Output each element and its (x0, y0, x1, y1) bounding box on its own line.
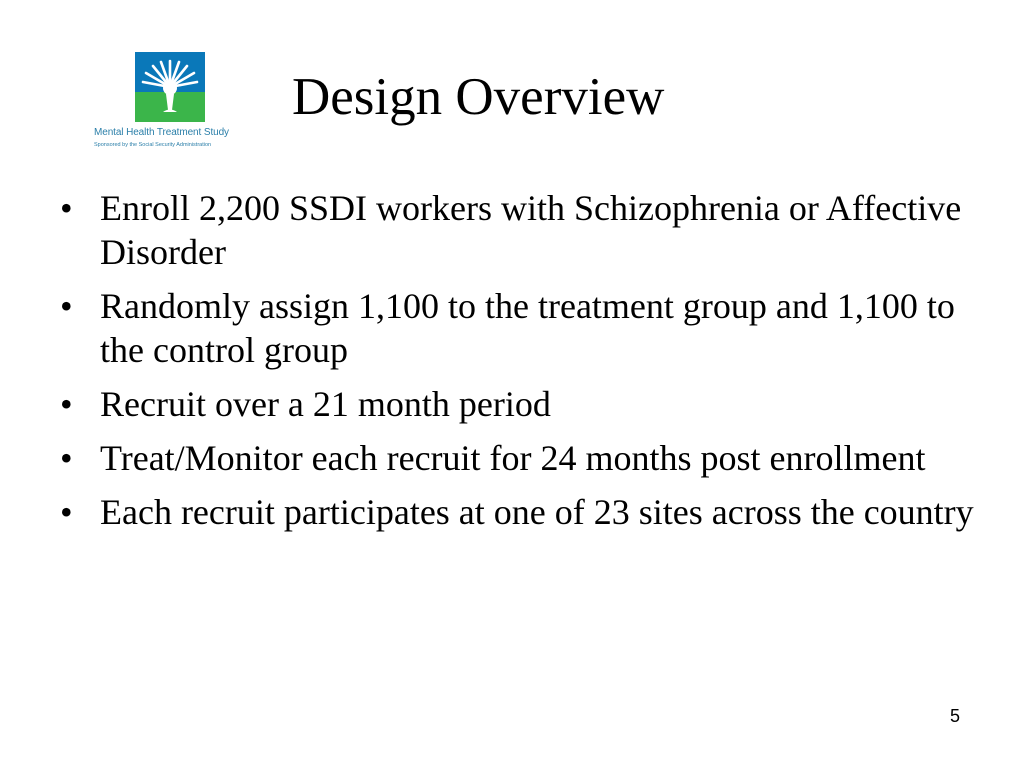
bullet-text: Treat/Monitor each recruit for 24 months post enrollment (100, 438, 926, 478)
bullet-list (60, 186, 990, 544)
bullet-text: Each recruit participates at one of 23 sites across the country (100, 492, 974, 532)
sunburst-figure-logo-icon (135, 52, 205, 122)
bullet-item (60, 436, 990, 480)
bullet-marker: • (60, 286, 73, 326)
study-logo (94, 52, 250, 156)
bullet-item (60, 284, 990, 372)
page-number: 5 (950, 706, 961, 726)
bullet-item (60, 490, 990, 534)
bullet-item (60, 186, 990, 274)
bullet-item (60, 382, 990, 426)
bullet-text: Enroll 2,200 SSDI workers with Schizophrenia or Affective Disorder (100, 188, 962, 272)
bullet-marker: • (60, 188, 73, 228)
bullet-marker: • (60, 492, 73, 532)
bullet-text: Recruit over a 21 month period (100, 384, 551, 424)
logo-tagline-text: Sponsored by the Social Security Administration (94, 142, 212, 148)
slide-title: Design Overview (292, 68, 665, 126)
bullet-marker: • (60, 438, 73, 478)
bullet-marker: • (60, 384, 73, 424)
bullet-text: Randomly assign 1,100 to the treatment group and 1,100 to the control group (100, 286, 955, 370)
logo-name-text: Mental Health Treatment Study (94, 127, 229, 138)
